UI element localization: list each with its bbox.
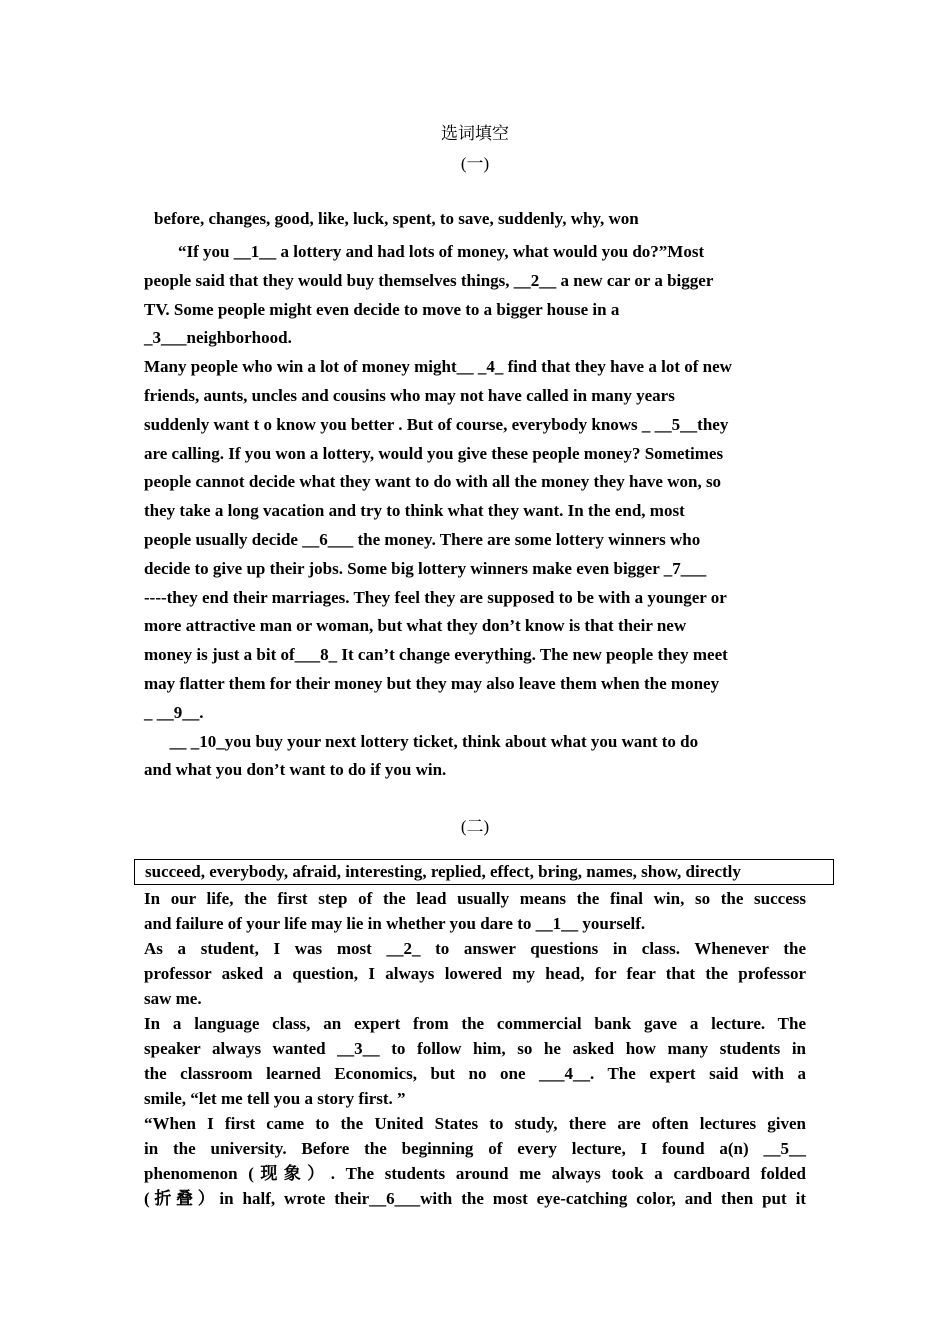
passage-line: money is just a bit of___8_ It can’t change everything. The new people they meet: [144, 645, 728, 665]
passage-line: In a language class, an expert from the commercial bank gave a lecture. The: [144, 1014, 806, 1033]
passage-line: (折叠）in half, wrote their__6___with the most eye-catching color, and then put it: [144, 1189, 806, 1208]
passage-line: decide to give up their jobs. Some big lottery winners make even bigger _7___: [144, 558, 707, 578]
section1-passage: [144, 238, 814, 785]
passage-line: _ __9__.: [144, 702, 204, 722]
passage-line: people said that they would buy themselves things, __2__ a new car or a bigger: [144, 270, 714, 290]
passage-line: professor asked a question, I always lowered my head, for fear that the professor: [144, 964, 806, 983]
section2-label: (二): [460, 817, 490, 836]
passage-line: the classroom learned Economics, but no one ___4__. The expert said with a: [144, 1064, 806, 1083]
passage-line: more attractive man or woman, but what they don’t know is that their new: [144, 616, 687, 636]
passage-line: TV. Some people might even decide to move to a bigger house in a: [144, 299, 620, 319]
passage-line: and failure of your life may lie in whether you dare to __1__ yourself.: [144, 914, 646, 933]
passage-line: saw me.: [144, 989, 202, 1008]
passage-line: may flatter them for their money but they may also leave them when the money: [144, 673, 720, 693]
passage-line: Many people who win a lot of money might__ _4_ find that they have a lot of new: [144, 357, 732, 377]
passage-line: speaker always wanted __3__ to follow him, so he asked how many students in: [144, 1039, 806, 1058]
passage-line: people cannot decide what they want to do with all the money they have won, so: [144, 472, 722, 492]
passage-line: are calling. If you won a lottery, would you give these people money? Sometimes: [144, 443, 724, 463]
passage-line: _3___neighborhood.: [144, 328, 292, 348]
page-title: 选词填空: [441, 124, 509, 143]
passage-line: __ _10_you buy your next lottery ticket, think about what you want to do: [144, 731, 699, 751]
passage-line: in the university. Before the beginning of every lecture, I found a(n) __5__: [144, 1139, 806, 1158]
passage-line: smile, “let me tell you a story first. ”: [144, 1089, 406, 1108]
passage-line: friends, aunts, uncles and cousins who may not have called in many years: [144, 385, 675, 405]
passage-line: “If you __1__ a lottery and had lots of money, what would you do?”Most: [144, 242, 705, 261]
passage-line: As a student, I was most __2_ to answer questions in class. Whenever the: [144, 939, 806, 958]
section1-word-bank: before, changes, good, like, luck, spent, to save, suddenly, why, won: [154, 209, 639, 228]
passage-line: “When I first came to the United States to study, there are often lectures given: [144, 1114, 806, 1133]
section1-label: (一): [460, 154, 490, 173]
passage-line: ----they end their marriages. They feel they are supposed to be with a younger or: [144, 587, 727, 607]
passage-line: suddenly want t o know you better . But of course, everybody knows _ __5__they: [144, 414, 729, 434]
passage-line: In our life, the first step of the lead usually means the final win, so the success: [144, 889, 806, 908]
section2-word-bank: succeed, everybody, afraid, interesting, replied, effect, bring, names, show, directly: [134, 859, 834, 885]
passage-line: they take a long vacation and try to think what they want. In the end, most: [144, 501, 685, 521]
passage-line: people usually decide __6___ the money. There are some lottery winners who: [144, 529, 701, 549]
passage-line: and what you don’t want to do if you win.: [144, 760, 447, 780]
passage-line: phenomenon (现象）. The students around me always took a cardboard folded: [144, 1164, 806, 1183]
section2-passage: [144, 886, 806, 1211]
